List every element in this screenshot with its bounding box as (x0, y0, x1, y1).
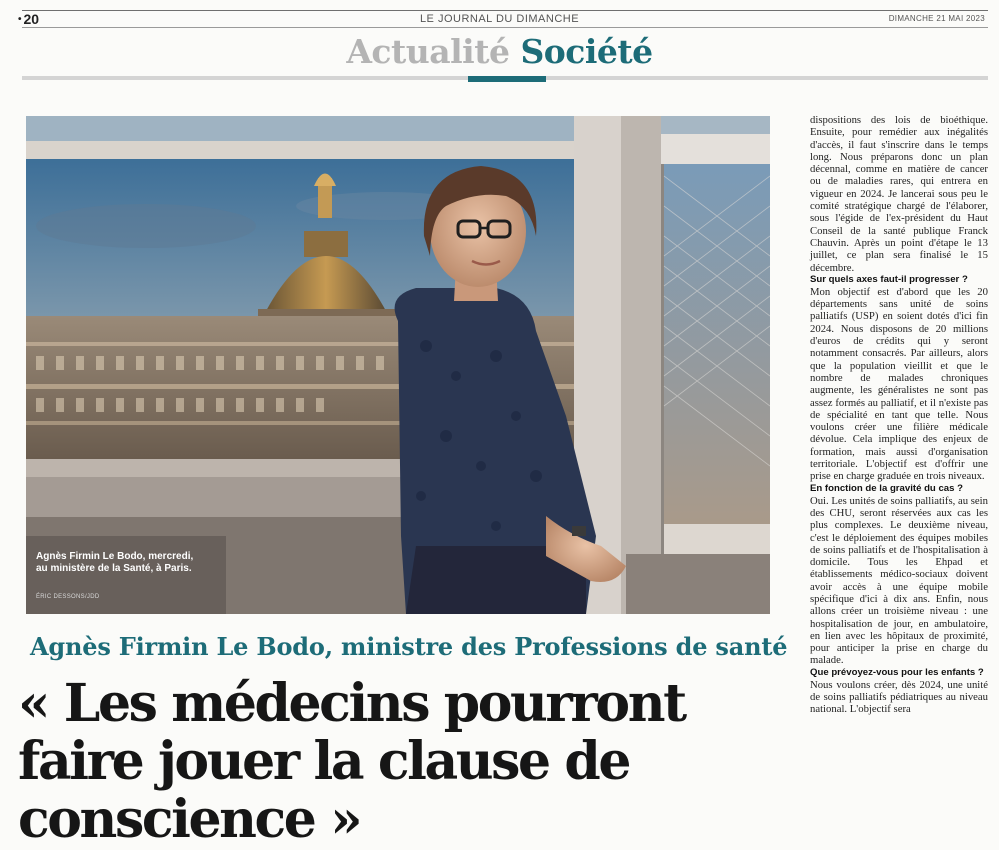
column-paragraph: Nous voulons créer, dès 2024, une unité de soins palliatifs pédiatriques au niveau national. L'objectif sera (810, 678, 988, 716)
section-title (0, 32, 999, 71)
column-paragraph: Mon objectif est d'abord que les 20 départements sans unité de soins palliatifs (USP) en soient dotés d'ici fin 2024. Nous disposons de 20 millions d'euros de crédits qui y seront notamment consacrés. Par ailleurs, alors que la population vieillit et que le nombre de malades chroniques augmente, les généralistes ne sont pas assez formés au palliatif, et il n'existe pas de spécialité en tant que telle. Nous voulons créer une filière médicale dévolue. Cela implique des enjeux de formation, mais aussi d'organisation territoriale. L'objectif est d'offrir une prise en charge graduée en trois niveaux. (810, 285, 988, 483)
portrait-photo-illustration (26, 116, 770, 614)
page-number-value: 20 (23, 11, 40, 27)
photo-caption: Agnès Firmin Le Bodo, mercredi, au ministère de la Santé, à Paris. (36, 551, 194, 574)
section-primary: Actualité (346, 32, 510, 71)
article-headline: « Les médecins pourront faire jouer la clause de conscience » (18, 673, 685, 850)
column-paragraph: dispositions des lois de bioéthique. Ensuite, pour remédier aux inégalités d'accès, il faut s'inscrire dans le temps long. Nous préparons donc un plan décennal, comme en matière de cancer ou de maladies rares, qui entrera en vigueur en 2024. Je lancerai sous peu le comité stratégique chargé de l'élaborer, sous l'égide de l'ex-président du Haut Conseil de la santé publique Franck Chauvin. Après un point d'étape le 13 juillet, ce plan sera finalisé le 15 décembre. (810, 114, 988, 274)
column-question: En fonction de la gravité du cas ? (810, 482, 963, 494)
article-column (810, 114, 988, 716)
column-question: Sur quels axes faut-il progresser ? (810, 273, 968, 285)
article-kicker: Agnès Firmin Le Bodo, ministre des Professions de santé (30, 632, 788, 661)
publication-name: LE JOURNAL DU DIMANCHE (419, 13, 580, 25)
section-rule-accent (468, 76, 546, 82)
photo-credit: ÉRIC DESSONS/JDD (36, 594, 100, 600)
section-secondary: Société (520, 32, 653, 71)
article-photo (26, 116, 770, 614)
header-bottom-rule (22, 27, 988, 28)
column-paragraph: Oui. Les unités de soins palliatifs, au sein des CHU, seront réservées aux cas les plus complexes. Le deuxième niveau, c'est le déploiement des équipes mobiles de soins palliatifs et de l'hospitalisation à domicile. Tous les Ehpad et établissements médico-sociaux doivent avoir accès à une équipe mobile spécifique d'ici à dix ans. Enfin, nous allons créer un troisième niveau : une hospitalisation de jour, en ambulatoire, en lien avec les hôpitaux de proximité, pour anticiper la prise en charge du malade. (810, 494, 988, 667)
column-question: Que prévoyez-vous pour les enfants ? (810, 666, 984, 678)
issue-date: DIMANCHE 21 MAI 2023 (888, 14, 985, 23)
header-top-rule (22, 10, 988, 11)
bullet-icon: • (18, 14, 22, 25)
